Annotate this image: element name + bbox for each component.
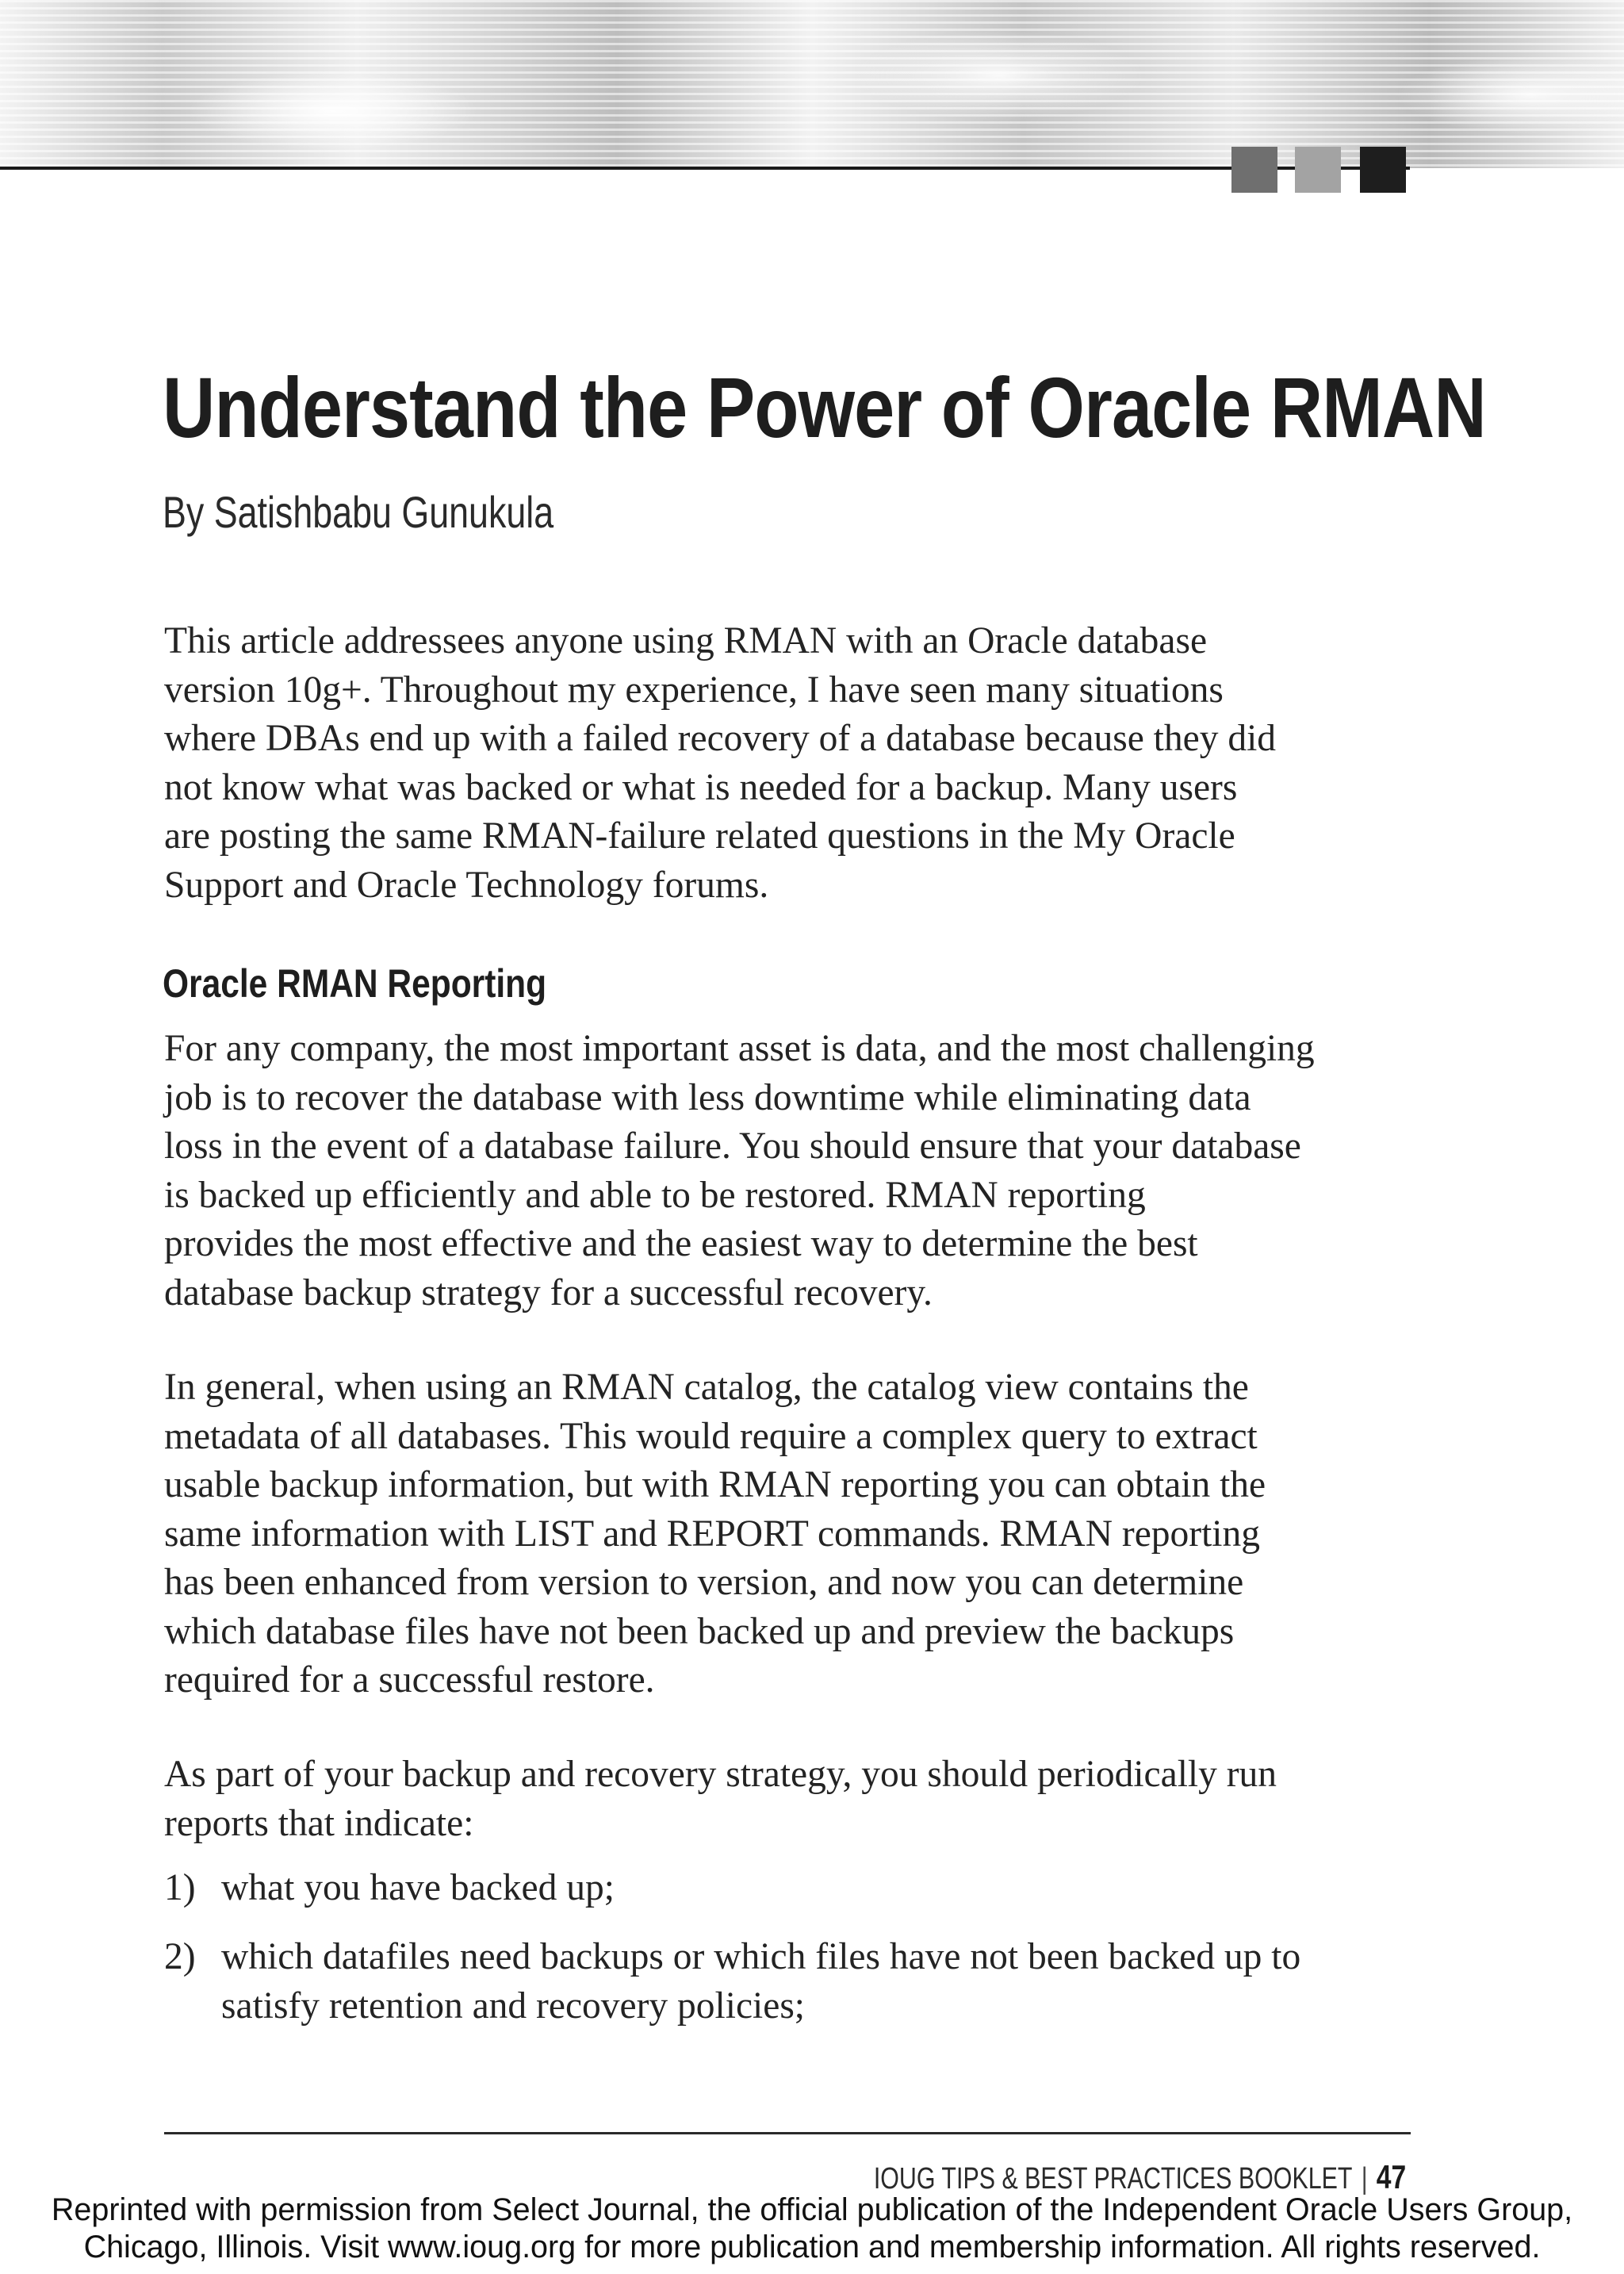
article-title: Understand the Power of Oracle RMAN [163,359,1486,455]
text-line: required for a successful restore. [164,1659,655,1701]
booklet-footer [874,2159,1406,2196]
text-line: has been enhanced from version to version, and now you can determine [164,1562,1244,1603]
footer-separator: | [1361,2162,1368,2195]
text-line: loss in the event of a database failure. You should ensure that your database [164,1125,1301,1167]
text-line: version 10g+. Throughout my experience, I have seen many situations [164,669,1224,711]
text-line: In general, when using an RMAN catalog, the catalog view contains the [164,1367,1249,1408]
decorative-square-dark [1360,147,1406,193]
text-line: For any company, the most important asset is data, and the most challenging [164,1028,1315,1069]
strategy-paragraph [164,1751,1413,1848]
text-line: Support and Oracle Technology forums. [164,864,769,906]
text-line: This article addressees anyone using RMAN with an Oracle database [164,620,1208,661]
header-banner [0,0,1624,168]
text-line: same information with LIST and REPORT commands. RMAN reporting [164,1513,1260,1555]
decorative-square-light [1295,147,1341,193]
intro-paragraph [164,617,1413,910]
header-rule [0,167,1410,170]
decorative-square-medium [1231,147,1277,193]
list-text: satisfy retention and recovery policies; [221,1984,805,2027]
footer-rule [164,2132,1411,2134]
text-line: metadata of all databases. This would require a complex query to extract [164,1415,1258,1457]
list-number: 1) [164,1867,196,1908]
list-text: which datafiles need backups or which files have not been backed up to [221,1936,1301,1977]
catalog-paragraph [164,1363,1413,1705]
reprint-line: Reprinted with permission from Select Journal, the official publication of the Independent Oracle Users Group, [51,2192,1573,2227]
list-number: 2) [164,1936,196,1977]
author-byline: By Satishbabu Gunukula [163,487,554,537]
text-line: provides the most effective and the easiest way to determine the best [164,1223,1198,1264]
text-line: not know what was backed or what is needed for a backup. Many users [164,766,1238,808]
text-line: usable backup information, but with RMAN reporting you can obtain the [164,1464,1266,1505]
text-line: where DBAs end up with a failed recovery of a database because they did [164,718,1277,759]
booklet-title: IOUG TIPS & BEST PRACTICES BOOKLET [873,2162,1353,2195]
section-heading: Oracle RMAN Reporting [163,961,547,1006]
text-line: As part of your backup and recovery strategy, you should periodically run [164,1754,1277,1795]
text-line: database backup strategy for a successful recovery. [164,1271,933,1313]
text-line: job is to recover the database with less downtime while eliminating data [164,1076,1251,1118]
text-line: which database files have not been backed up and preview the backups [164,1610,1235,1652]
text-line: are posting the same RMAN-failure related questions in the My Oracle [164,815,1235,857]
text-line: reports that indicate: [164,1802,474,1844]
page-number: 47 [1376,2158,1406,2195]
reprint-line: Chicago, Illinois. Visit www.ioug.org for more publication and membership information. All rights reserved. [83,2230,1541,2264]
reporting-paragraph [164,1025,1413,1317]
reprint-notice [0,2192,1624,2266]
list-text: what you have backed up; [221,1867,615,1908]
text-line: is backed up efficiently and able to be restored. RMAN reporting [164,1174,1146,1216]
